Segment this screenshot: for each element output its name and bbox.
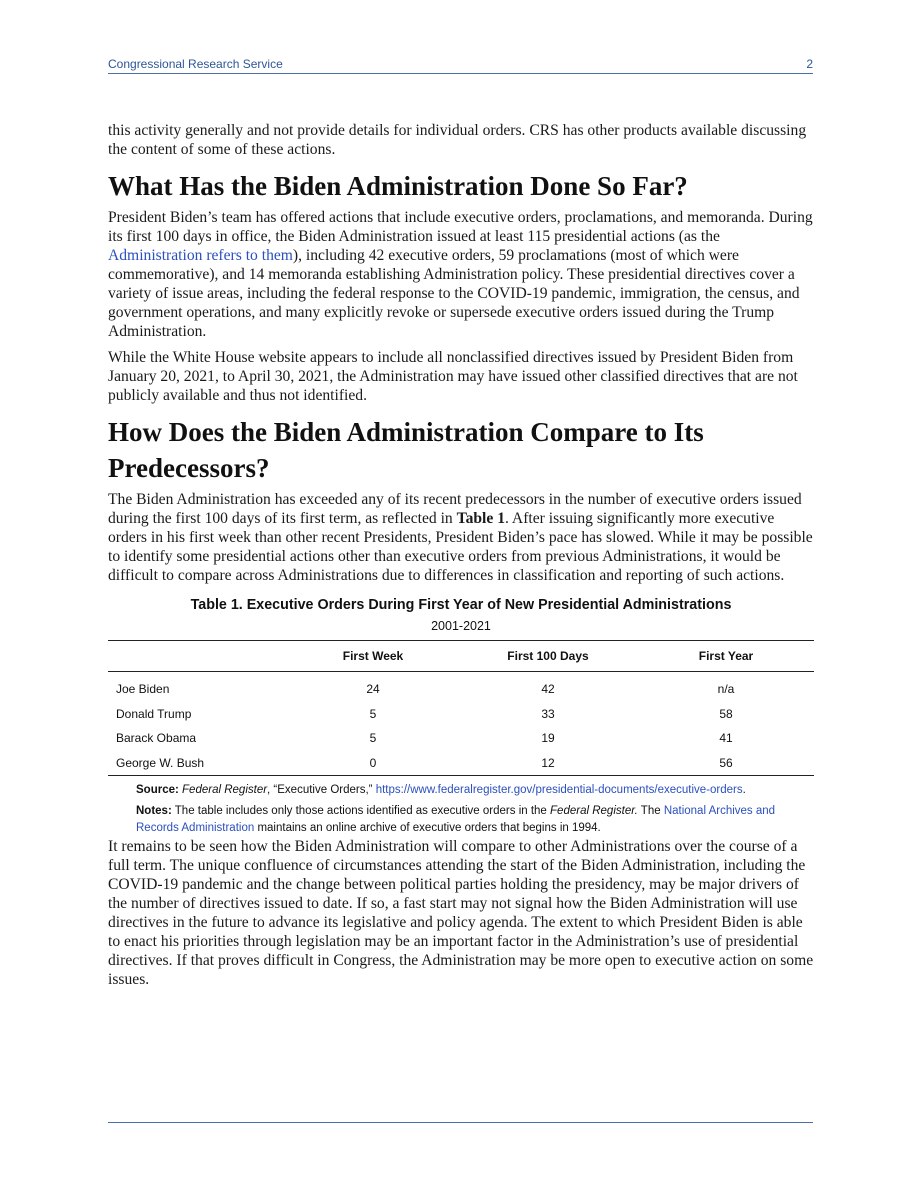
section-heading-comparison: How Does the Biden Administration Compare to Its Predecessors? xyxy=(108,417,704,483)
cell-first-100-days: 42 xyxy=(541,682,555,697)
source-label: Source: xyxy=(136,784,179,796)
source-end: . xyxy=(742,784,746,796)
column-header-first-year: First Year xyxy=(638,641,814,672)
table-row xyxy=(108,702,814,727)
cell-first-year: 56 xyxy=(638,751,814,776)
national-archives-link[interactable]: National Archives and Records Administration xyxy=(136,805,776,834)
column-header-first-100-days: First 100 Days xyxy=(458,641,638,672)
cell-first-100-days: 19 xyxy=(541,731,555,746)
section2-p1-text-a: The Biden Administration has exceeded any of its recent predecessors in the number of executive orders issued during the first 100 days of its first term, as reflected in xyxy=(108,491,802,527)
table-source-note xyxy=(136,782,814,799)
cell-first-year: 58 xyxy=(719,706,733,721)
running-header xyxy=(108,56,813,74)
notes-text-c: maintains an online archive of executive orders that begins in 1994. xyxy=(254,822,601,834)
cell-president: Donald Trump xyxy=(116,706,192,721)
cell-first-100-days: 33 xyxy=(541,706,555,721)
source-publication: Federal Register xyxy=(182,784,268,796)
table-header-row xyxy=(108,641,814,672)
section2-paragraph-1 xyxy=(108,490,814,585)
federal-register-link[interactable]: https://www.federalregister.gov/presidential-documents/executive-orders xyxy=(375,784,743,796)
cell-president: Barack Obama xyxy=(116,731,197,746)
cell-president: George W. Bush xyxy=(108,751,288,776)
cell-first-week: 5 xyxy=(369,731,377,746)
page-number: 2 xyxy=(806,57,813,71)
header-publisher: Congressional Research Service xyxy=(108,57,283,71)
notes-label: Notes: xyxy=(136,805,172,817)
notes-text-a: The table includes only those actions identified as executive orders in the xyxy=(171,805,551,817)
section2-p1-text-b: . After issuing significantly more executive orders in his first week than other recent Presidents, President Biden’s pace has slowed. While it may be possible to identify some presidential actions other than executive orders from previous Administrations, it would be difficult to compare across Administrations due to differences in classification and reporting of such actions. xyxy=(108,510,813,584)
table-notes xyxy=(136,803,814,837)
section1-paragraph-1 xyxy=(108,208,814,341)
table-row xyxy=(108,672,814,702)
table-1 xyxy=(108,595,814,837)
notes-publication: Federal Register. xyxy=(550,805,638,817)
executive-orders-table xyxy=(108,640,814,776)
cell-first-week: 24 xyxy=(366,682,380,697)
cell-first-week: 5 xyxy=(369,706,377,721)
table-subtitle: 2001-2021 xyxy=(431,619,491,633)
closing-paragraph: It remains to be seen how the Biden Administration will compare to other Administrations over the course of a full term. The unique confluence of circumstances attending the start of the Biden Administration, including the COVID-19 pandemic and the change between political parties holding the presidency, may be major drivers of the number of directives issued to date. If so, a fast start may not signal how the Biden Administration will use directives in the future to advance its legislative and policy agenda. The extent to which President Biden is able to enact his priorities through legislation may be an important factor in the Administration’s use of presidential directives. If that proves difficult in Congress, the Administration may be more open to executive action on some issues. xyxy=(108,838,814,988)
footer-divider xyxy=(108,1122,813,1123)
cell-first-year: 41 xyxy=(719,731,733,746)
section1-p1-text-a: President Biden’s team has offered actions that include executive orders, proclamations, and memoranda. During its first 100 days in office, the Biden Administration issued at least 115 presidential actions (as the xyxy=(108,209,813,245)
section-heading-progress: What Has the Biden Administration Done So Far? xyxy=(108,171,688,201)
page-content xyxy=(108,121,814,996)
cell-first-year: n/a xyxy=(717,682,735,697)
intro-paragraph: this activity generally and not provide details for individual orders. CRS has other products available discussing the content of some of these actions. xyxy=(108,122,807,158)
cell-first-week: 0 xyxy=(288,751,458,776)
section1-paragraph-2: While the White House website appears to include all nonclassified directives issued by President Biden from January 20, 2021, to April 30, 2021, the Administration may have issued other classified directives that are not publicly available and thus not identified. xyxy=(108,349,798,404)
section1-p1-text-b: ), including 42 executive orders, 59 proclamations (most of which were commemorative), and 14 memoranda establishing Administration policy. These presidential directives cover a variety of issue areas, including the federal response to the COVID-19 pandemic, immigration, the census, and government operations, and many explicitly revoke or supersede executive orders issued during the Trump Administration. xyxy=(108,247,800,340)
notes-text-b: The xyxy=(637,805,664,817)
column-header-first-week: First Week xyxy=(288,641,458,672)
source-text: , “Executive Orders,” xyxy=(267,784,376,796)
administration-link[interactable]: Administration refers to them xyxy=(108,247,293,264)
cell-president: Joe Biden xyxy=(116,682,170,697)
table-reference: Table 1 xyxy=(456,510,505,527)
table-title: Table 1. Executive Orders During First Year of New Presidential Administrations xyxy=(190,597,732,613)
table-row xyxy=(108,751,814,776)
table-row xyxy=(108,726,814,751)
cell-first-100-days: 12 xyxy=(458,751,638,776)
column-header-blank xyxy=(108,641,288,672)
